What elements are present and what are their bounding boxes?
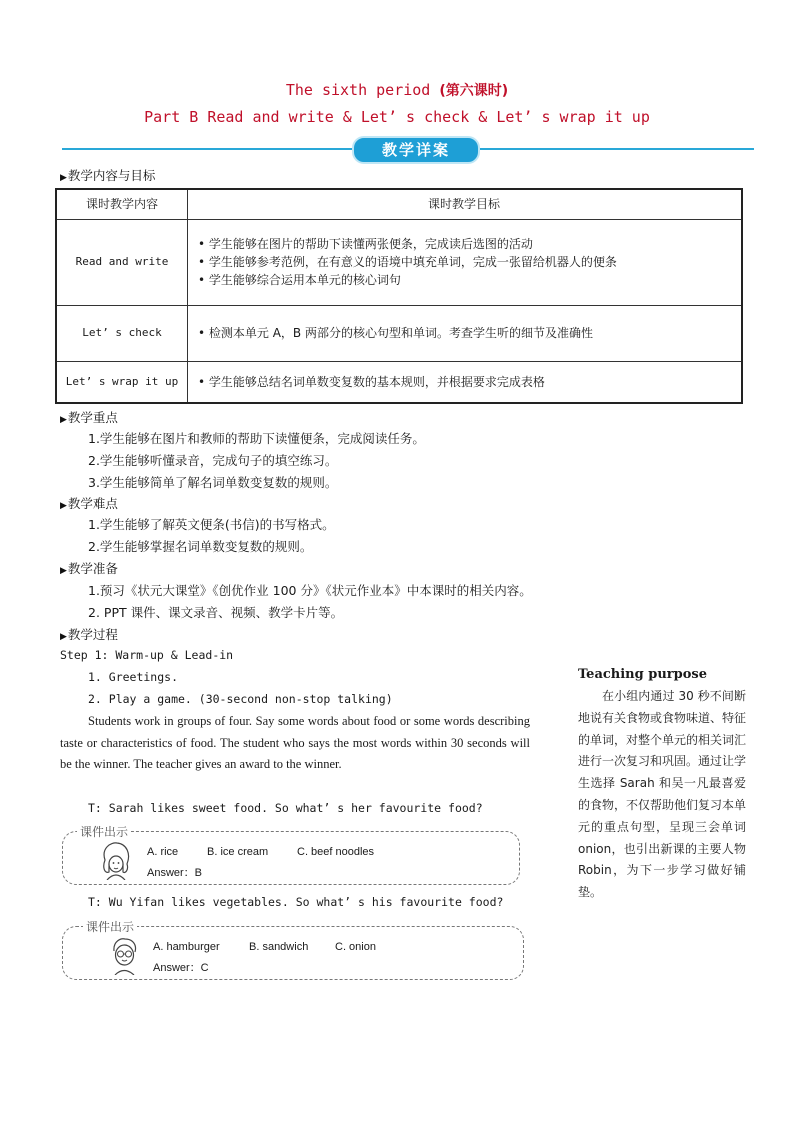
list-item: 1.学生能够在图片和教师的帮助下读懂便条，完成阅读任务。 (88, 431, 425, 446)
triangle-icon: ▶ (60, 632, 67, 642)
option: C. onion (335, 941, 376, 953)
table-header-content: 课时教学内容 (56, 189, 188, 219)
table-header-row (56, 189, 742, 219)
goal-item: • 学生能够总结名词单数变复数的基本规则，并根据要求完成表格 (198, 374, 545, 389)
option: B. ice cream (207, 846, 269, 858)
triangle-icon: ▶ (60, 415, 67, 425)
answer: Answer：B (147, 867, 203, 879)
triangle-icon: ▶ (60, 566, 67, 576)
goal-item: • 学生能够参考范例，在有意义的语境中填充单词，完成一张留给机器人的便条 (198, 255, 617, 269)
list-item: 2.学生能够掌握名词单数变复数的规则。 (88, 539, 313, 554)
objectives-heading: ▶教学内容与目标 (60, 168, 156, 183)
lesson-title-en: The sixth period (285, 81, 431, 99)
process-heading: ▶教学过程 (60, 627, 118, 642)
table-row (56, 219, 742, 305)
teacher-question: T: Wu Yifan likes vegetables. So what’ s his favourite food? (88, 895, 504, 909)
table-row (56, 361, 742, 403)
row-content: Read and write (56, 219, 188, 305)
triangle-icon: ▶ (60, 501, 67, 511)
goal-item: • 检测本单元 A，B 两部分的核心句型和单词。考查学生听的细节及准确性 (198, 326, 593, 340)
objectives-table (55, 188, 743, 404)
list-item: 1.预习《状元大课堂》《创优作业 100 分》《状元作业本》中本课时的相关内容。 (88, 583, 532, 598)
option: A. hamburger (153, 941, 220, 953)
row-goals (188, 361, 743, 403)
boy-avatar-icon (107, 935, 141, 975)
list-item: 3.学生能够简单了解名词单数变复数的规则。 (88, 475, 338, 490)
table-row (56, 305, 742, 361)
activity-paragraph: Students work in groups of four. Say some words about food or some words describing taste or characteristics of food. The student who says the most words within 30 seconds will be the winner. The teacher gives an award to the winner. (60, 714, 530, 771)
preparation-list (88, 580, 532, 624)
list-item: 2. PPT 课件、课文录音、视频、教学卡片等。 (88, 605, 344, 620)
difficulties-list (88, 514, 335, 558)
courseware-label: 课件出示 (83, 918, 137, 935)
table-header-goals: 课时教学目标 (188, 189, 743, 219)
key-points-list (88, 428, 425, 494)
banner-line-right (480, 148, 754, 150)
teacher-question: T: Sarah likes sweet food. So what’ s her favourite food? (88, 801, 483, 815)
lesson-title-cn: (第六课时) (439, 83, 509, 99)
goal-item: • 学生能够综合运用本单元的核心词句 (198, 273, 401, 287)
courseware-label: 课件出示 (77, 823, 131, 840)
goal-item: • 学生能够在图片的帮助下读懂两张便条，完成读后选图的活动 (198, 237, 533, 251)
option: B. sandwich (249, 941, 309, 953)
row-goals (188, 305, 743, 361)
section-banner: 教学详案 (352, 136, 480, 164)
difficulties-heading: ▶教学难点 (60, 496, 118, 511)
sidebar-title: Teaching purpose (578, 667, 707, 682)
lesson-subtitle: Part B Read and write & Let’ s check & Let’ s wrap it up (144, 108, 650, 126)
process-item: 1. Greetings. (88, 670, 179, 684)
key-points-heading: ▶教学重点 (60, 410, 118, 425)
option: C. beef noodles (297, 846, 375, 858)
courseware-box (62, 920, 524, 980)
banner-line-left (62, 148, 352, 150)
preparation-heading: ▶教学准备 (60, 561, 118, 576)
triangle-icon: ▶ (60, 173, 67, 183)
girl-avatar-icon (97, 840, 133, 880)
answer: Answer：C (153, 962, 209, 974)
row-goals (188, 219, 743, 305)
process-item: 2. Play a game. (30-second non-stop talking) (88, 692, 393, 706)
list-item: 1.学生能够了解英文便条(书信)的书写格式。 (88, 517, 335, 532)
row-content: Let’ s wrap it up (56, 361, 188, 403)
courseware-box (62, 825, 520, 885)
step-title: Step 1: Warm-up & Lead-in (60, 648, 234, 662)
lesson-title (0, 80, 794, 100)
option: A. rice (147, 846, 179, 858)
sidebar-text: 在小组内通过 30 秒不间断地说有关食物或食物味道、特征的单词，对整个单元的相关词汇进行一次复习和巩固。通过让学生选择 Sarah 和吴一凡最喜爱的食物，不仅帮助他们复习本单元的重点句型，呈现三会单词 onion，也引出新课的主要人物 Robin，为下一步学习做好铺垫。 (578, 689, 747, 900)
row-content: Let’ s check (56, 305, 188, 361)
list-item: 2.学生能够听懂录音，完成句子的填空练习。 (88, 453, 338, 468)
